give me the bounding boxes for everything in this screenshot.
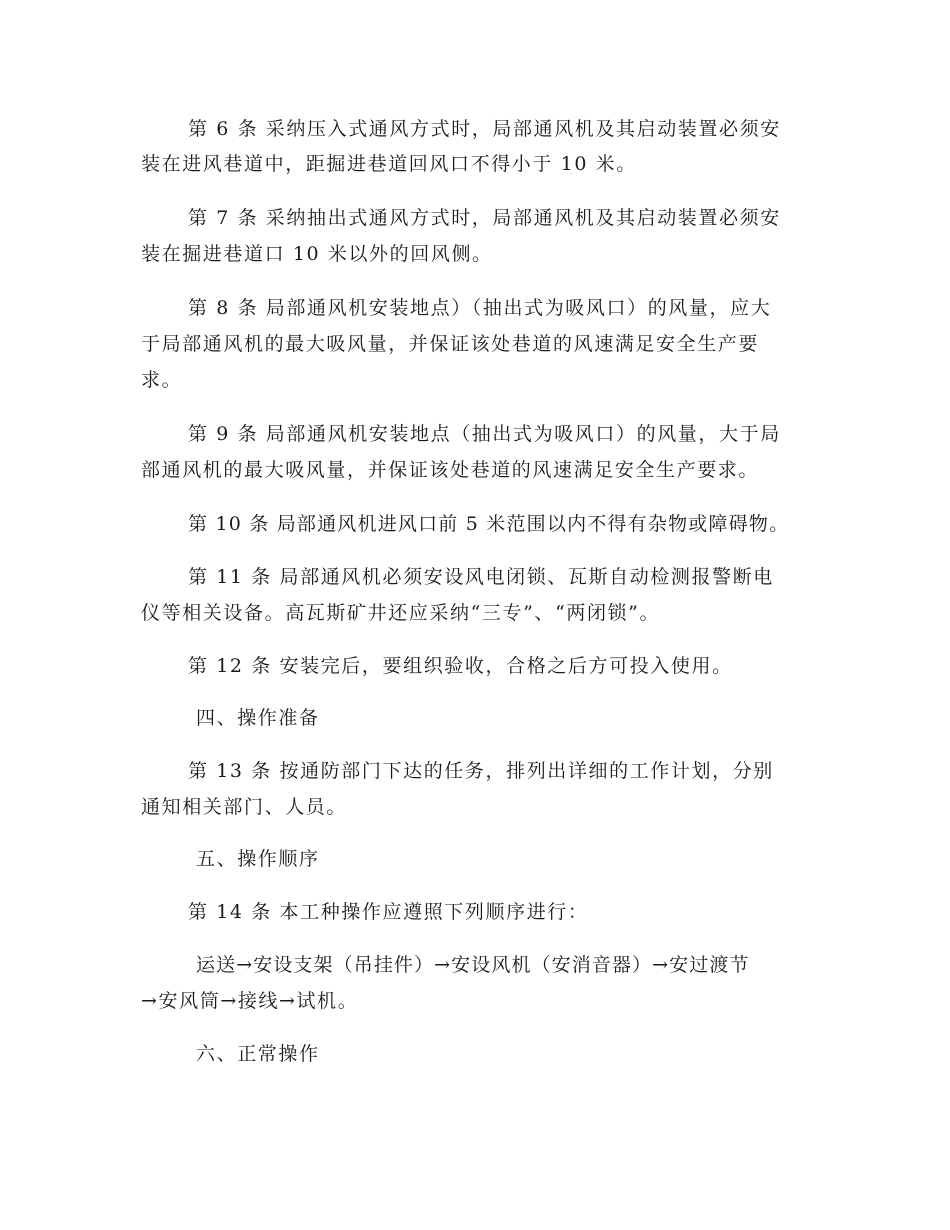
section-4-heading: 四、操作准备 xyxy=(196,707,320,729)
article-10-line-1: 第 10 条 局部通风机进风口前 5 米范围以内不得有杂物或障碍物。 xyxy=(188,513,790,535)
article-8-line-1: 第 8 条 局部通风机安装地点）（抽出式为吸风口）的风量，应大 xyxy=(188,297,772,319)
sequence-line-1: 运送→安设支架（吊挂件）→安设风机（安消音器）→安过渡节 xyxy=(196,954,750,976)
article-9-line-1: 第 9 条 局部通风机安装地点（抽出式为吸风口）的风量，大于局 xyxy=(188,423,781,445)
article-8-line-2: 于局部通风机的最大吸风量，并保证该处巷道的风速满足安全生产要 xyxy=(141,333,760,355)
article-12-line-1: 第 12 条 安装完后，要组织验收，合格之后方可投入使用。 xyxy=(188,655,733,677)
article-6-line-2: 装在进风巷道中，距掘进巷道回风口不得小于 10 米。 xyxy=(141,153,637,175)
article-9-line-2: 部通风机的最大吸风量，并保证该处巷道的风速满足安全生产要求。 xyxy=(141,459,760,481)
article-8-line-3: 求。 xyxy=(141,369,183,391)
article-11-line-2: 仪等相关设备。高瓦斯矿井还应采纳“三专”、“两闭锁”。 xyxy=(141,602,661,624)
section-6-heading: 六、正常操作 xyxy=(196,1043,320,1065)
article-14-line-1: 第 14 条 本工种操作应遵照下列顺序进行： xyxy=(188,901,589,923)
sequence-line-2: →安风筒→接线→试机。 xyxy=(141,990,359,1012)
article-7-line-2: 装在掘进巷道口 10 米以外的回风侧。 xyxy=(141,243,493,265)
section-5-heading: 五、操作顺序 xyxy=(196,848,320,870)
article-11-line-1: 第 11 条 局部通风机必须安设风电闭锁、瓦斯自动检测报警断电 xyxy=(188,566,774,588)
article-6-line-1: 第 6 条 采纳压入式通风方式时，局部通风机及其启动装置必须安 xyxy=(188,118,781,140)
article-13-line-2: 通知相关部门、人员。 xyxy=(141,796,348,818)
article-7-line-1: 第 7 条 采纳抽出式通风方式时，局部通风机及其启动装置必须安 xyxy=(188,207,781,229)
article-13-line-1: 第 13 条 按通防部门下达的任务，排列出详细的工作计划，分别 xyxy=(188,760,774,782)
